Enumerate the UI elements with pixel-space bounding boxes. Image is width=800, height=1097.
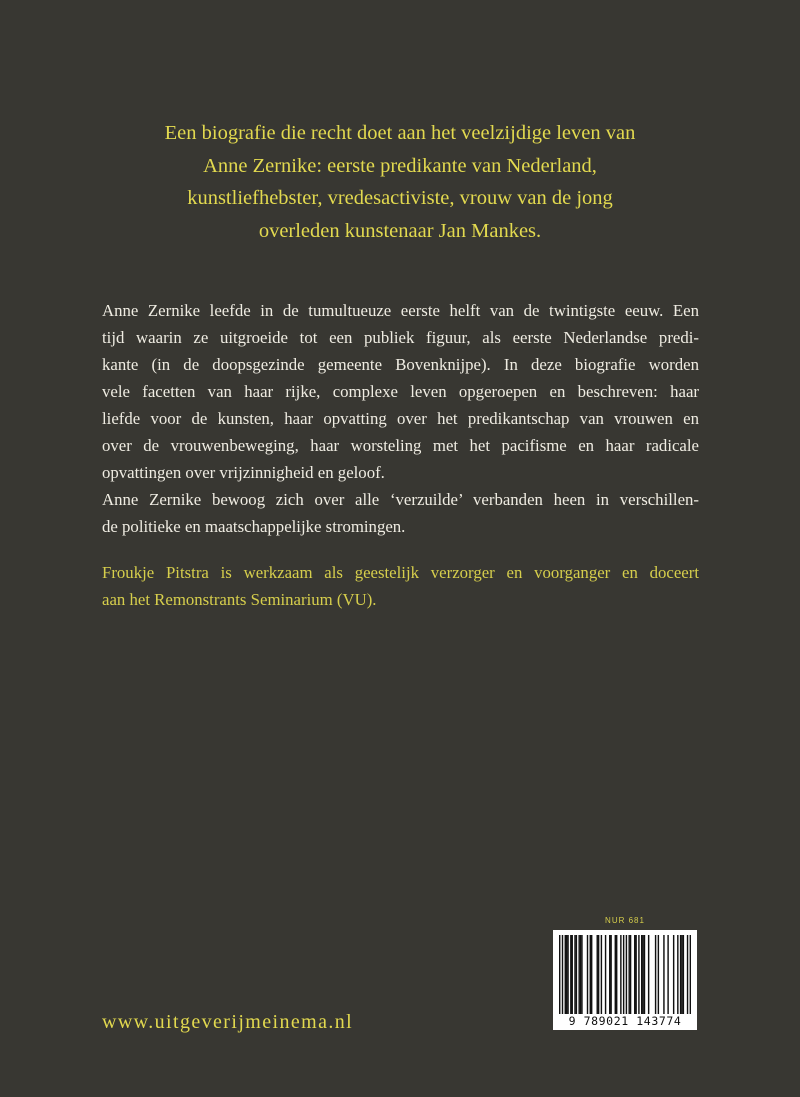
barcode-bar (681, 935, 682, 1015)
publisher-website[interactable]: www.uitgeverijmeinema.nl (102, 1011, 354, 1033)
barcode-bar (634, 935, 635, 1015)
barcode-bar (620, 935, 621, 1015)
nur-code: NUR 681 (605, 916, 645, 925)
barcode-bar (648, 935, 649, 1015)
barcode-bar (590, 935, 591, 1015)
barcode-bar (570, 935, 571, 1015)
barcode-bar (628, 935, 629, 1015)
tagline-line: Een biografie die recht doet aan het veelzijdige leven van (164, 122, 636, 144)
barcode-bar (610, 935, 611, 1015)
barcode-bar (605, 935, 606, 1015)
barcode-bar (567, 935, 568, 1015)
barcode-bar (601, 935, 602, 1015)
barcode-bar (572, 935, 573, 1015)
barcode-bar (576, 935, 577, 1015)
isbn-digits: 9 789021 143774 (557, 1014, 693, 1028)
description-line: Anne Zernike bewoog zich over alle ‘verzuilde’ verbanden heen in verschillen- (102, 490, 699, 509)
barcode-bar (680, 935, 681, 1015)
description-line: Anne Zernike leefde in de tumultueuze eerste helft van de twintigste eeuw. Een (102, 301, 699, 320)
description-line: de politieke en maatschappelijke stromingen. (102, 517, 406, 536)
barcode-bar (566, 935, 567, 1015)
barcode-bar (630, 935, 631, 1015)
author-bio-line: aan het Remonstrants Seminarium (VU). (102, 590, 377, 609)
barcode-bar (598, 935, 599, 1015)
barcode-bar (574, 935, 575, 1015)
barcode-bar (623, 935, 624, 1015)
barcode-bar (587, 935, 588, 1015)
description-line: over de vrouwenbeweging, haar worsteling met het pacifisme en haar radicale (102, 436, 699, 455)
barcode-bar (559, 935, 560, 1015)
description-line: vele facetten van haar rijke, complexe leven opgeroepen en beschreven: haar (102, 382, 699, 401)
barcode-bar (580, 935, 581, 1015)
barcode-bar (591, 935, 592, 1015)
barcode-bar (642, 935, 643, 1015)
barcode-bar (658, 935, 659, 1015)
author-bio (102, 559, 699, 613)
tagline (100, 117, 700, 247)
book-description (102, 297, 699, 540)
barcode-bar (641, 935, 642, 1015)
barcode-bar (626, 935, 627, 1015)
barcode-bar (609, 935, 610, 1015)
barcode-bar (683, 935, 684, 1015)
barcode-bar (581, 935, 582, 1015)
description-line: opvattingen over vrijzinnigheid en geloof. (102, 463, 385, 482)
author-bio-line: Froukje Pitstra is werkzaam als geestelijk verzorger en voorganger en doceert (102, 563, 699, 582)
barcode-bar (616, 935, 617, 1015)
description-line: liefde voor de kunsten, haar opvatting over het predikantschap van vrouwen en (102, 409, 699, 428)
barcode-bar (644, 935, 645, 1015)
barcode-bar (687, 935, 688, 1015)
description-line: tijd waarin ze uitgroeide tot een publiek figuur, als eerste Nederlandse predi- (102, 328, 699, 347)
barcode-bar (562, 935, 563, 1015)
barcode-bar (673, 935, 674, 1015)
barcode-bar (615, 935, 616, 1015)
barcode-bar (667, 935, 668, 1015)
barcode-bar (635, 935, 636, 1015)
barcode-bar (663, 935, 664, 1015)
barcode-bar (597, 935, 598, 1015)
tagline-line: overleden kunstenaar Jan Mankes. (258, 219, 542, 242)
description-line: kante (in de doopsgezinde gemeente Bovenknijpe). In deze biografie worden (102, 355, 699, 374)
tagline-line: kunstliefhebster, vredesactiviste, vrouw van de jong (187, 187, 613, 209)
barcode-bar (655, 935, 656, 1015)
barcode-bar (578, 935, 579, 1015)
tagline-line: Anne Zernike: eerste predikante van Nederland, (203, 154, 597, 177)
barcode-bar (677, 935, 678, 1015)
barcode-bar (690, 935, 691, 1015)
barcode-bar (565, 935, 566, 1015)
isbn-barcode (553, 930, 697, 1030)
barcode-bar (638, 935, 639, 1015)
barcode-bars (559, 935, 691, 1015)
